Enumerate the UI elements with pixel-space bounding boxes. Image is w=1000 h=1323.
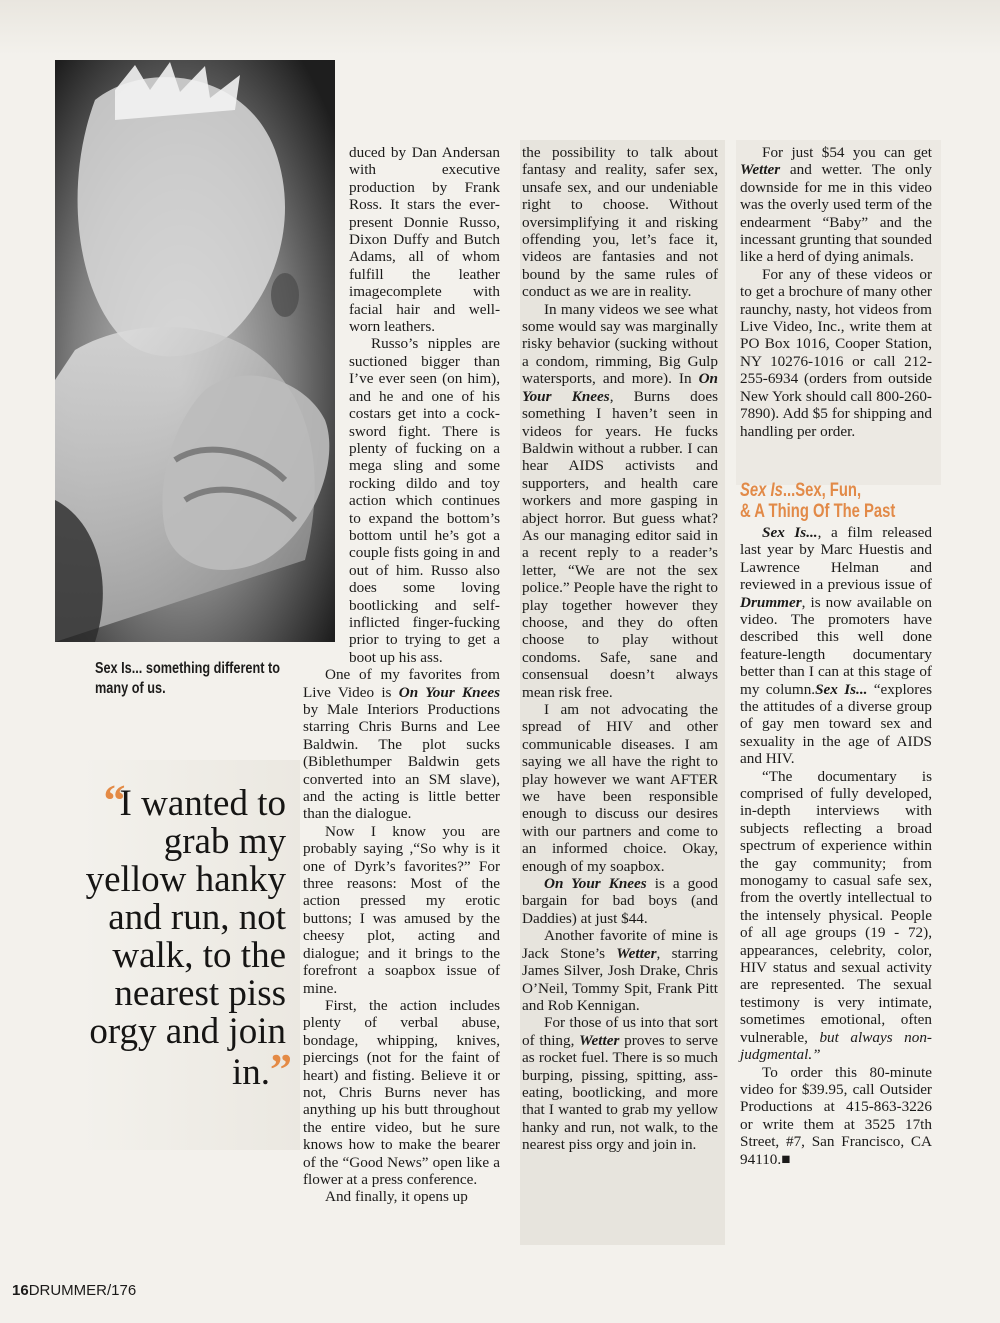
article-column-1	[303, 144, 500, 1206]
col3-p1-title: Wetter	[740, 161, 781, 179]
col3-p3-text-a: , a film released last year by Marc Huestis and Lawrence Helman and reviewed in a previous issue of	[740, 523, 933, 594]
col3-p3-magazine: Drummer	[740, 593, 802, 611]
open-quote-icon: “	[103, 776, 120, 825]
col2-p5-text-a: Another favorite of mine is Jack Stone’s	[522, 927, 718, 962]
subhead-line-1: ...Sex, Fun,	[782, 479, 862, 501]
col3-paragraph-4	[740, 768, 932, 1064]
magazine-issue: DRUMMER/176	[28, 1282, 137, 1299]
col1-paragraph-6: And finally, it opens up	[325, 1188, 468, 1206]
col2-p6-title: Wetter	[579, 1031, 620, 1049]
end-mark-icon: ■	[781, 1150, 791, 1168]
col3-p3-text-c: “explores the attitudes of a diverse group of gay men toward sex and sexuality in the age of AIDS and HIV.	[740, 680, 932, 768]
col3-p4-text: “The documentary is comprised of fully developed, in-depth interviews with subjects reflecting a broad spectrum of experience within the gay community; from monogamy to casual safe sex, from the overtly intellectual to the intensely physical. People of all age groups (19 - 72), appearances, celebrity, color, HIV status and sexual activity are represented. The sexual testimony is very intimate, sometimes emotional, often vulnerable,	[740, 767, 932, 1046]
col3-paragraph-1	[740, 144, 932, 266]
col3-p4-italic: but always non-judgmental.”	[740, 1028, 932, 1064]
col2-paragraph-5	[522, 927, 718, 1014]
pullquote-text: I wanted to grab my yellow hanky and run, not walk, to the nearest piss orgy and join in.	[85, 783, 286, 1093]
col2-paragraph-6	[522, 1014, 718, 1153]
page-number: 16	[12, 1282, 29, 1299]
col3-p3-title-2: Sex Is...	[815, 680, 868, 698]
col3-p1-text-b: and wetter. The only downside for me in this video was the overly used term of the endearment “Baby” and the incessant grunting that sounded like a herd of dying animals.	[740, 161, 932, 266]
page-folio	[12, 1282, 136, 1299]
col2-p2-text-a: In many videos we see what some would say was marginally risky behavior (sucking without a condom, rimming, Big Gulp watersports, and more). In	[522, 300, 718, 388]
col2-paragraph-1: the possibility to talk about fantasy and reality, safer sex, unsafe sex, and our undeniable right to choose. Without oversimplifying it and risking offending you, let’s face it, videos are fantasies and not bound by the same rules of conduct as we are in reality.	[522, 144, 718, 301]
col2-p2-text-b: , Burns does something I haven’t seen in videos for years. He fucks Baldwin without a rubber. I can hear AIDS activists and supporters, and health care workers and more gasping in abject horror. But guess what? As our managing editor said in a recent reply to a reader’s letter, “We are not the sex police.” People have the right to play together however they choose, and they do often choose to play without condoms. Safe, sane and consensual doesn’t always mean risk free.	[522, 387, 718, 701]
col2-paragraph-4	[522, 875, 718, 927]
col1-paragraph-2: Russo’s nipples are suctioned bigger than I’ve ever seen (on him), and he and one of his costars get into a cock-sword fight. There is plenty of fucking on a mega sling and some rocking dildo and toy action which continues to expand the bottom’s bottom until he’s got a couple fists going in and out of him. Russo also does some loving bootlicking and self-inflicted finger-fucking prior to trying to get a boot up his ass.	[349, 335, 500, 666]
col3-p1-text-a: For just $54 you can get	[762, 144, 932, 161]
col2-p4-title: On Your Knees	[544, 875, 647, 893]
col3-p5-text: To order this 80-minute video for $39.95, call Outsider Productions at 415-863-3226 or write them at 3525 17th Street, #7, San Francisco, CA 94110.	[740, 1063, 932, 1168]
col2-p6-text-b: proves to serve as rocket fuel. There is so much burping, pissing, spitting, ass-eating, bootlicking, and more that I wanted to grab my yellow hanky and run, not walk, to the nearest piss orgy and join in.	[522, 1031, 718, 1154]
section-subhead	[740, 480, 935, 522]
col2-paragraph-3: I am not advocating the spread of HIV and other communicable diseases. I am saying we all have the right to play however we want AFTER we have been responsible enough to discuss our desires with our partners and come to an informed choice. Okay, enough of my soapbox.	[522, 701, 718, 875]
section-spacer	[740, 440, 932, 480]
col3-paragraph-2: For any of these videos or to get a brochure of many other raunchy, nasty, hot videos from Live Video, Inc., write them at PO Box 1016, Cooper Station, NY 10276-1016 or call 212-255-6934 (orders from outside New York should call 800-260-7890). Add $5 for shipping and handling per order.	[740, 265, 932, 440]
col2-p4-text: is a good bargain for bad boys (and Daddies) at just $44.	[522, 875, 719, 927]
header-strip	[0, 0, 1000, 55]
col1-paragraph-1: duced by Dan Andersan with executive production by Frank Ross. It stars the ever-present Donnie Russo, Dixon Duffy and Butch Adams, all of whom fulfill the leather imagecomplete with facial hair and well-worn leathers.	[349, 144, 500, 336]
col2-p5-text-b: , starring James Silver, Josh Drake, Chris O’Neil, Tommy Spit, Frank Pitt and Rob Kennigan.	[522, 944, 718, 1014]
article-column-3	[740, 144, 932, 1168]
col2-p5-title: Wetter	[616, 944, 657, 962]
pullquote	[82, 776, 286, 1094]
col1-paragraph-5: First, the action includes plenty of verbal abuse, bondage, whipping, knives, piercings (not for the faint of heart) and fisting. Believe it or not, Chris Burns never has anything up his butt throughout the entire video, but he sure knows how to make the bearer of the “Good News” open like a flower at a press conference.	[303, 996, 500, 1188]
article-column-2	[522, 144, 718, 1154]
col1-paragraph-4: Now I know you are probably saying ,“So why is it one of Dyrk’s favorites?” For three reasons: Most of the action pressed my erotic buttons; I was amused by the cheesy plot, acting and dialogue; and it brings to the forefront a soapbox issue of mine.	[303, 822, 500, 997]
col3-p3-title: Sex Is...	[762, 523, 818, 541]
col1-paragraph-3	[303, 666, 500, 823]
col3-paragraph-5	[740, 1064, 932, 1168]
article-photo	[55, 60, 335, 642]
col3-paragraph-3	[740, 524, 932, 768]
col1-p3-title: On Your Knees	[398, 683, 500, 701]
col2-paragraph-2	[522, 301, 718, 701]
subhead-italic: Sex Is	[740, 479, 783, 501]
col2-p2-title: On Your Knees	[522, 370, 718, 405]
photo-two-men-kissing-icon	[55, 60, 335, 642]
subhead-line-2: & A Thing Of The Past	[740, 500, 896, 522]
col1-p3-text-b: by Male Interiors Productions starring Chris Burns and Lee Baldwin. The plot sucks (Biblethumper Baldwin gets converted into an SM slave), and the acting is little better than the dialogue.	[303, 701, 500, 823]
photo-caption: Sex Is... something different to many of us.	[95, 660, 281, 697]
photo-wrap-spacer	[303, 144, 349, 654]
col3-p3-text-b: , is now available on video. The promoters have described this well done feature-length documentary better than I can at this stage of my column.	[740, 593, 932, 698]
col2-p6-text-a: For those of us into that sort of thing,	[522, 1014, 718, 1049]
col1-p3-text-a: One of my favorites from Live Video is	[303, 666, 500, 701]
close-quote-icon: ”	[270, 1045, 286, 1094]
